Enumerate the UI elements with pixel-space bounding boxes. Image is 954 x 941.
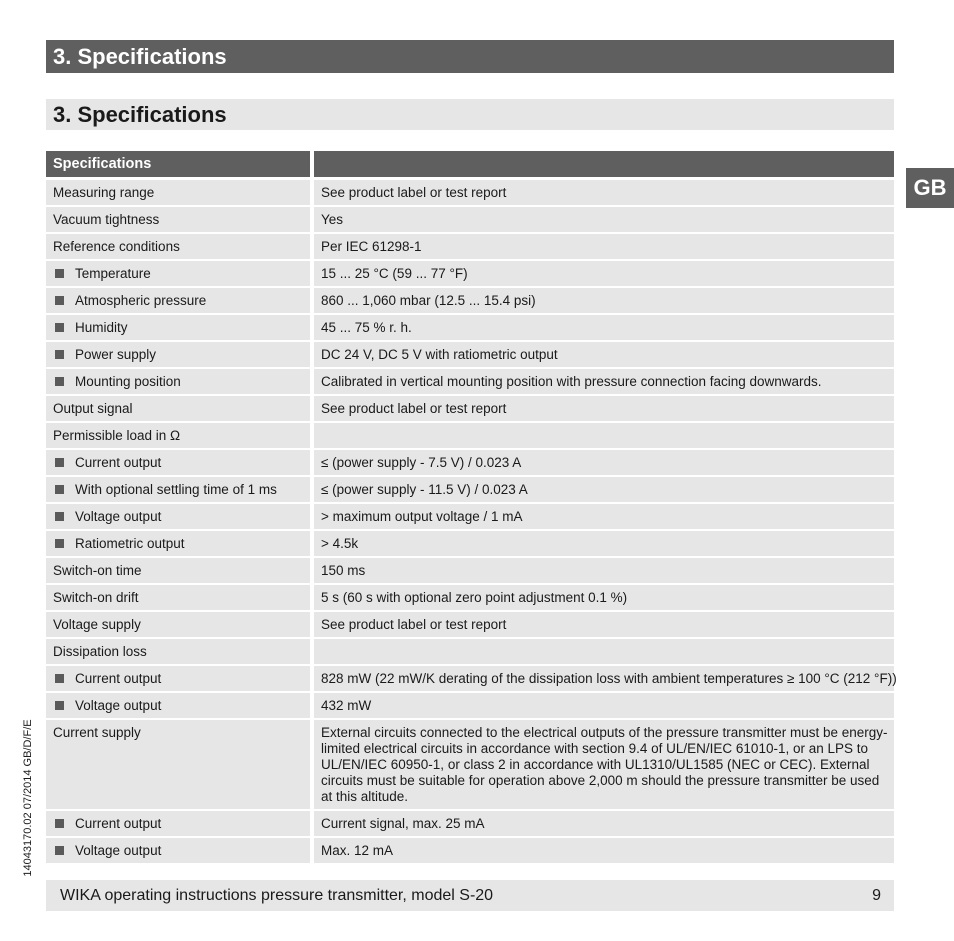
square-bullet-icon bbox=[55, 269, 64, 278]
spec-label-cell bbox=[46, 811, 310, 836]
spec-label: Current supply bbox=[53, 725, 141, 740]
spec-value bbox=[314, 423, 894, 448]
spec-value: See product label or test report bbox=[314, 396, 894, 421]
square-bullet-icon bbox=[55, 350, 64, 359]
table-row bbox=[46, 666, 897, 691]
spec-label-cell bbox=[46, 477, 310, 502]
table-header-row bbox=[46, 151, 894, 177]
spec-label-cell bbox=[46, 234, 310, 259]
spec-label: Measuring range bbox=[53, 185, 155, 200]
square-bullet-icon bbox=[55, 846, 64, 855]
footer-text: WIKA operating instructions pressure transmitter, model S-20 bbox=[60, 887, 494, 904]
spec-label-cell bbox=[46, 531, 310, 556]
square-bullet-icon bbox=[55, 458, 64, 467]
table-row bbox=[46, 477, 894, 502]
spec-label: Vacuum tightness bbox=[53, 212, 160, 227]
section-title: 3. Specifications bbox=[46, 99, 894, 130]
table-row bbox=[46, 558, 894, 583]
document-code bbox=[18, 712, 38, 884]
square-bullet-icon bbox=[55, 819, 64, 828]
spec-label: Permissible load in Ω bbox=[53, 428, 181, 443]
spec-label-cell bbox=[46, 180, 310, 205]
table-row bbox=[46, 720, 894, 809]
table-row bbox=[46, 838, 894, 863]
spec-value: 860 ... 1,060 mbar (12.5 ... 15.4 psi) bbox=[314, 288, 894, 313]
spec-label-cell bbox=[46, 288, 310, 313]
spec-label-cell bbox=[46, 838, 310, 863]
square-bullet-icon bbox=[55, 512, 64, 521]
table-row bbox=[46, 288, 894, 313]
spec-label: Reference conditions bbox=[53, 239, 180, 254]
spec-label-cell bbox=[46, 504, 310, 529]
spec-label-cell bbox=[46, 207, 310, 232]
spec-label-cell bbox=[46, 261, 310, 286]
spec-value: DC 24 V, DC 5 V with ratiometric output bbox=[314, 342, 894, 367]
spec-value: Current signal, max. 25 mA bbox=[314, 811, 894, 836]
spec-value: Max. 12 mA bbox=[314, 838, 894, 863]
spec-label: Power supply bbox=[75, 347, 157, 362]
table-row bbox=[46, 369, 894, 394]
spec-value: 432 mW bbox=[314, 693, 894, 718]
spec-label-cell bbox=[46, 666, 310, 691]
spec-label: Switch-on time bbox=[53, 563, 142, 578]
spec-label: Current output bbox=[75, 671, 162, 686]
square-bullet-icon bbox=[55, 539, 64, 548]
table-row bbox=[46, 342, 894, 367]
table-header-label: Specifications bbox=[46, 151, 310, 177]
spec-label-cell bbox=[46, 639, 310, 664]
spec-value: ≤ (power supply - 7.5 V) / 0.023 A bbox=[314, 450, 894, 475]
table-row bbox=[46, 234, 894, 259]
chapter-title-bar: 3. Specifications bbox=[46, 40, 894, 73]
spec-label-cell bbox=[46, 342, 310, 367]
spec-label: With optional settling time of 1 ms bbox=[75, 482, 277, 497]
square-bullet-icon bbox=[55, 674, 64, 683]
spec-value: Calibrated in vertical mounting position with pressure connection facing downwards. bbox=[314, 369, 894, 394]
spec-value: 45 ... 75 % r. h. bbox=[314, 315, 894, 340]
square-bullet-icon bbox=[55, 701, 64, 710]
table-row bbox=[46, 639, 894, 664]
page-number: 9 bbox=[872, 887, 881, 904]
spec-label: Voltage output bbox=[75, 843, 162, 858]
table-row bbox=[46, 315, 894, 340]
spec-value: 150 ms bbox=[314, 558, 894, 583]
table-row bbox=[46, 504, 894, 529]
square-bullet-icon bbox=[55, 323, 64, 332]
spec-label: Output signal bbox=[53, 401, 133, 416]
spec-label-cell bbox=[46, 585, 310, 610]
spec-label: Temperature bbox=[75, 266, 151, 281]
spec-label: Current output bbox=[75, 455, 162, 470]
table-row bbox=[46, 693, 894, 718]
spec-value bbox=[314, 639, 894, 664]
spec-value: > 4.5k bbox=[314, 531, 894, 556]
spec-label: Voltage supply bbox=[53, 617, 141, 632]
spec-label-cell bbox=[46, 423, 310, 448]
square-bullet-icon bbox=[55, 377, 64, 386]
spec-value: ≤ (power supply - 11.5 V) / 0.023 A bbox=[314, 477, 894, 502]
spec-label: Mounting position bbox=[75, 374, 181, 389]
square-bullet-icon bbox=[55, 296, 64, 305]
spec-label-cell bbox=[46, 720, 310, 809]
spec-label-cell bbox=[46, 450, 310, 475]
document-code-text: 14043170.02 07/2014 GB/D/F/E bbox=[22, 719, 34, 877]
table-row bbox=[46, 207, 894, 232]
spec-value: > maximum output voltage / 1 mA bbox=[314, 504, 894, 529]
table-header-value bbox=[314, 151, 894, 177]
language-tab-gb: GB bbox=[906, 168, 954, 208]
spec-value: Yes bbox=[314, 207, 894, 232]
square-bullet-icon bbox=[55, 485, 64, 494]
spec-label-cell bbox=[46, 693, 310, 718]
spec-value: 15 ... 25 °C (59 ... 77 °F) bbox=[314, 261, 894, 286]
spec-value: See product label or test report bbox=[314, 180, 894, 205]
spec-label: Voltage output bbox=[75, 509, 162, 524]
spec-label-cell bbox=[46, 369, 310, 394]
table-row bbox=[46, 450, 894, 475]
spec-value: Per IEC 61298-1 bbox=[314, 234, 894, 259]
spec-value: External circuits connected to the electrical outputs of the pressure transmitter must be energy-limited electrical circuits in accordance with section 9.4 of UL/EN/IEC 61010-1, or an LPS to UL/EN/IEC 60950-1, or class 2 in accordance with UL1310/UL1585 (NEC or CEC). External circuits must be suitable for operation above 2,000 m should the pressure transmitter be used at this altitude. bbox=[314, 720, 894, 809]
spec-value: See product label or test report bbox=[314, 612, 894, 637]
table-row bbox=[46, 261, 894, 286]
spec-label: Ratiometric output bbox=[75, 536, 185, 551]
spec-label: Dissipation loss bbox=[53, 644, 147, 659]
specifications-table bbox=[46, 151, 897, 865]
table-row bbox=[46, 531, 894, 556]
table-row bbox=[46, 811, 894, 836]
spec-value: 828 mW (22 mW/K derating of the dissipation loss with ambient temperatures ≥ 100 °C (212 °F)) bbox=[314, 666, 894, 691]
spec-label: Current output bbox=[75, 816, 162, 831]
spec-label: Voltage output bbox=[75, 698, 162, 713]
page-footer bbox=[46, 880, 894, 911]
table-row bbox=[46, 180, 894, 205]
spec-label: Atmospheric pressure bbox=[75, 293, 207, 308]
table-row bbox=[46, 396, 894, 421]
spec-label-cell bbox=[46, 612, 310, 637]
table-row bbox=[46, 423, 894, 448]
table-row bbox=[46, 585, 894, 610]
spec-value: 5 s (60 s with optional zero point adjustment 0.1 %) bbox=[314, 585, 894, 610]
table-row bbox=[46, 612, 894, 637]
spec-label-cell bbox=[46, 396, 310, 421]
spec-label: Humidity bbox=[75, 320, 128, 335]
spec-label-cell bbox=[46, 315, 310, 340]
spec-label-cell bbox=[46, 558, 310, 583]
spec-label: Switch-on drift bbox=[53, 590, 139, 605]
